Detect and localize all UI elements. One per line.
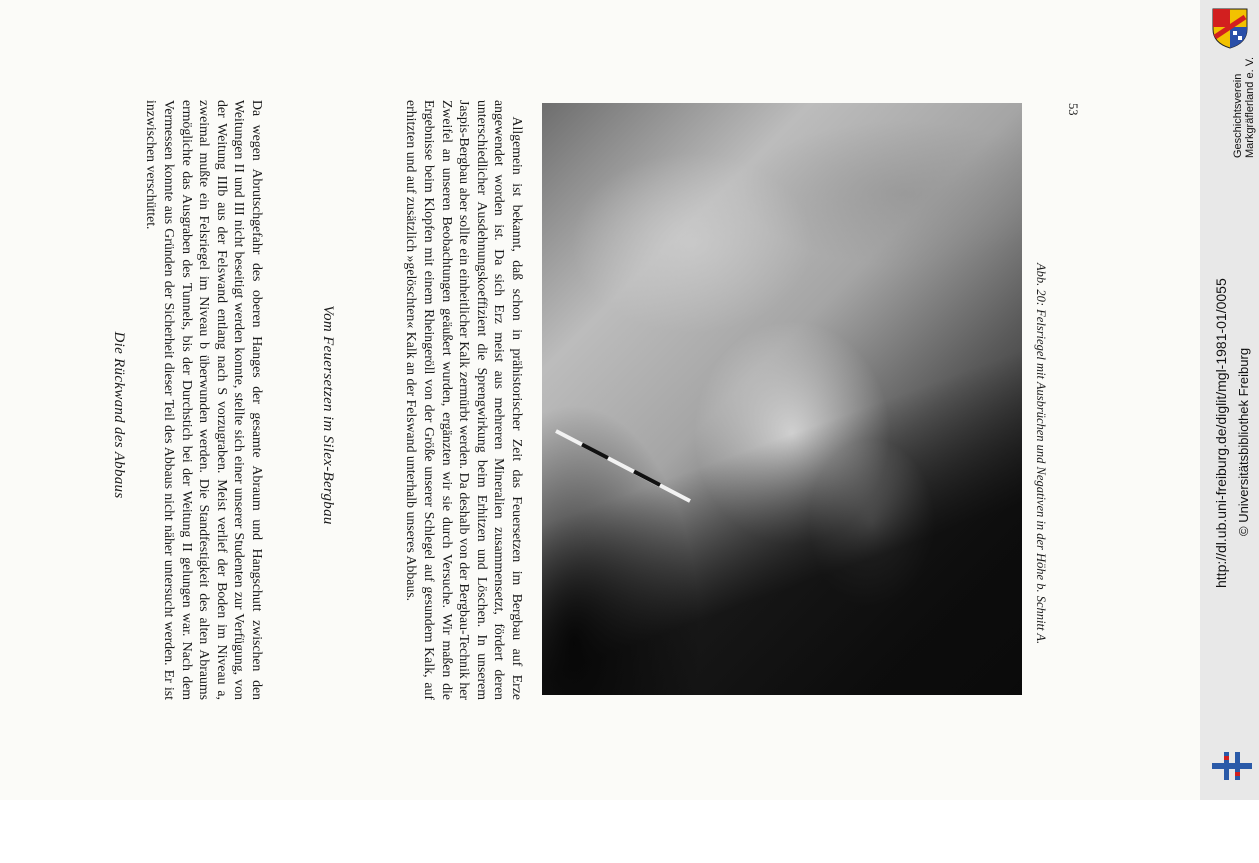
scale-bar-dark-segment — [582, 445, 608, 459]
section-heading-rueckwand: Die Rückwand des Abbaus — [111, 331, 127, 499]
scale-bar — [542, 103, 1022, 695]
paragraph-feuersetzen: Allgemein ist bekannt, daß schon in prähistorischer Zeit das Feuersetzen im Bergbau auf Erze angewendet worden ist. Da sich Erz meist aus mehreren Mineralien zusammensetzt, fördert deren unterschiedlicher Ausdehnungskoeffizient die Sprengwirkung beim Erhitzen und Löschen. In unserem Jaspis-Bergbau aber sollte ein einheitlicher Kalk zermürbt werden. Da deshalb von der Bergbau-Technik her Zweifel an unseren Beobachtungen geäußert wurden, ergänzten wir sie durch Versuche. Wir maßen die Ergebnisse beim Klopfen mit einem Rheingeröll von der Größe unserer Schlegel auf gesundem Kalk, auf erhitzten und auf zusätzlich »gelöschten« Kalk an der Felswand unterhalb unseres Abbaus. — [404, 100, 525, 700]
page-number: 53 — [1066, 102, 1080, 115]
permalink-url[interactable]: http://dl.ub.uni-freiburg.de/diglit/mgl-1981-01/0055 — [1213, 278, 1229, 588]
figure-photo-rock-face — [542, 103, 1022, 695]
society-name-line2: Markgräflerland e. V. — [1244, 56, 1256, 158]
scale-bar-dark-segment — [634, 472, 660, 486]
ub-freiburg-logo-icon — [1210, 746, 1254, 786]
copyright-notice: © Universitätsbibliothek Freiburg — [1236, 347, 1251, 536]
coat-of-arms-icon — [1207, 7, 1253, 49]
paragraph-rueckwand: Da wegen Abrutschgefahr des oberen Hanges der gesamte Abraum und Hangschutt zwischen den Weitungen II und III nicht beseitigt werden konnte, stellte sich einer unserer Studenten zur Verfügung, von der Weitung IIIb aus der Felswand entlang nach S vorzugraben. Meist verlief der Boden im Niveau a, zweimal mußte ein Felsriegel im Niveau b überwunden werden. Die Standfestigkeit des alten Abraums ermöglichte das Ausgraben des Tunnels, bis der Durchstich bei der Weitung II gelungen war. Nach dem Vermessen konnte aus Gründen der Sicherheit dieser Teil des Abbaus nicht näher untersucht werden. Er ist inzwischen verschüttet. — [144, 100, 265, 700]
figure-caption: Abb. 20: Felsriegel mit Ausbrüchen und Negativen in der Höhe b. Schnitt A. — [1034, 262, 1048, 644]
section-heading-feuersetzen: Vom Feuersetzen im Silex-Bergbau — [320, 305, 336, 525]
section-body-feuersetzen — [403, 100, 526, 700]
scale-bar-white-segment — [556, 431, 690, 501]
society-name-line1: Geschichtsverein — [1232, 73, 1244, 158]
section-body-rueckwand — [143, 100, 266, 700]
